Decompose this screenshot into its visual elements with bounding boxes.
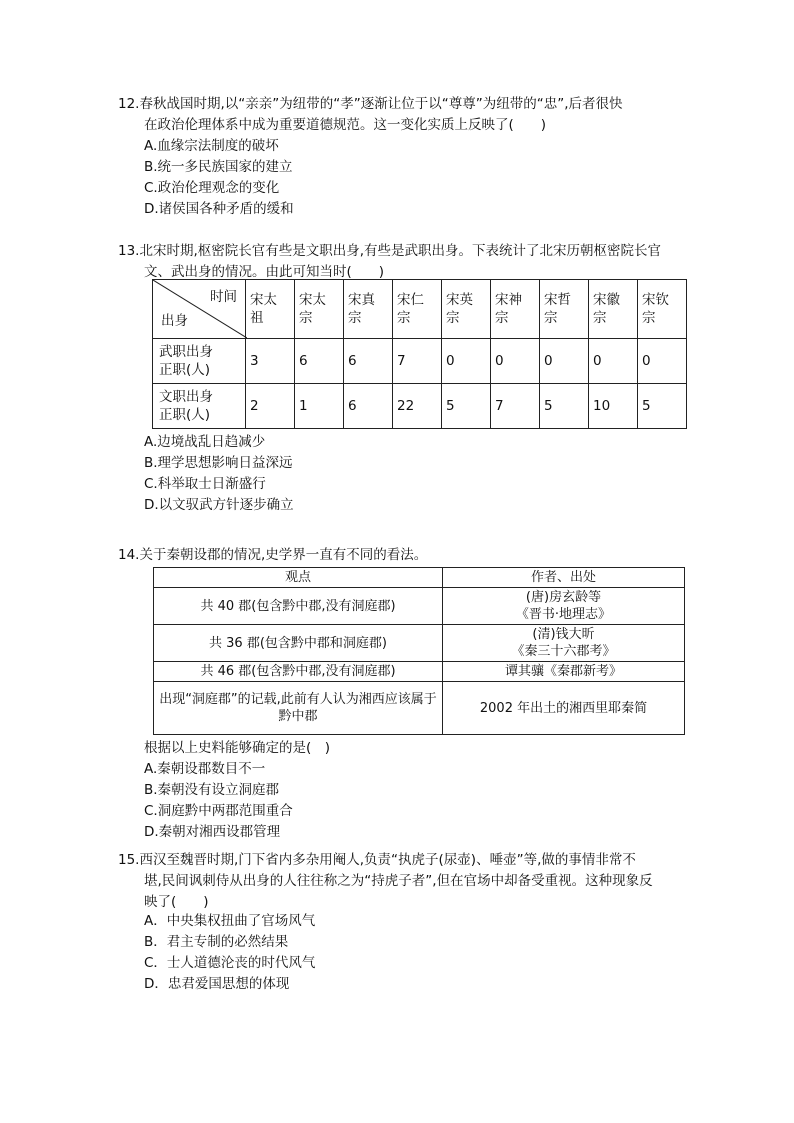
- q14-col-source: 作者、出处: [443, 568, 685, 588]
- q13-emperor-cell: 宋太 祖: [246, 280, 295, 339]
- q15-stem-line1: 15.西汉至魏晋时期,门下省内多杂用阉人,负责“执虎子(尿壶)、唾壶”等,做的事情非常不: [118, 852, 636, 868]
- q14-table-row: [154, 588, 685, 625]
- q13-table-corner-cell: [153, 280, 246, 339]
- q13-table-row-military: [153, 339, 687, 384]
- q14-col-view: 观点: [154, 568, 443, 588]
- q14-view-cell: 共 40 郡(包含黔中郡,没有洞庭郡): [154, 588, 443, 625]
- q13-cell: 5: [540, 384, 589, 429]
- q13-emperor-cell: 宋仁 宗: [393, 280, 442, 339]
- q12-stem-line1: 12.春秋战国时期,以“亲亲”为纽带的“孝”逐渐让位于以“尊尊”为纽带的“忠”,后者很快: [118, 96, 623, 112]
- q13-cell: 7: [393, 339, 442, 384]
- q13-table-header-row: [153, 280, 687, 339]
- q15-option-a: A．中央集权扭曲了官场风气: [144, 913, 316, 929]
- q13-option-c: C.科举取士日渐盛行: [144, 476, 266, 492]
- q14-view-cell: 共 46 郡(包含黔中郡,没有洞庭郡): [154, 662, 443, 682]
- q14-table: [153, 567, 685, 735]
- q14-source-cell: (清)钱大昕 《秦三十六郡考》: [443, 625, 685, 662]
- question-12: [118, 94, 703, 220]
- q13-cell: 1: [295, 384, 344, 429]
- q14-source-cell: 谭其骧《秦郡新考》: [443, 662, 685, 682]
- q14-option-c: C.洞庭黔中两郡范围重合: [144, 803, 293, 819]
- q12-option-d: D.诸侯国各种矛盾的缓和: [144, 201, 294, 217]
- q13-emperor-cell: 宋真 宗: [344, 280, 393, 339]
- q15-option-b: B．君主专制的必然结果: [144, 934, 289, 950]
- q13-cell: 22: [393, 384, 442, 429]
- q14-stem: 14.关于秦朝设郡的情况,史学界一直有不同的看法。: [118, 547, 428, 563]
- q13-row-label: 武职出身 正职(人): [153, 339, 246, 384]
- q14-view-cell: 共 36 郡(包含黔中郡和洞庭郡): [154, 625, 443, 662]
- q14-question: 根据以上史料能够确定的是( ): [144, 740, 331, 756]
- q13-emperor-cell: 宋钦 宗: [638, 280, 687, 339]
- q13-emperor-cell: 宋神 宗: [491, 280, 540, 339]
- q14-option-a: A.秦朝设郡数目不一: [144, 761, 266, 777]
- question-15: [118, 850, 703, 913]
- q13-cell: 7: [491, 384, 540, 429]
- q13-cell: 6: [344, 339, 393, 384]
- q13-stem-line1: 13.北宋时期,枢密院长官有些是文职出身,有些是武职出身。下表统计了北宋历朝枢密院长官: [118, 243, 662, 259]
- q14-source-cell: (唐)房玄龄等 《晋书·地理志》: [443, 588, 685, 625]
- q13-emperor-cell: 宋徽 宗: [589, 280, 638, 339]
- q12-option-b: B.统一多民族国家的建立: [144, 159, 293, 175]
- q13-emperor-cell: 宋太 宗: [295, 280, 344, 339]
- q13-cell: 10: [589, 384, 638, 429]
- q14-question-block: [144, 738, 330, 843]
- q14-table-row: [154, 625, 685, 662]
- q14-option-b: B.秦朝没有设立洞庭郡: [144, 782, 280, 798]
- q15-option-d: D．忠君爱国思想的体现: [144, 976, 290, 992]
- q13-header-origin: 出身: [161, 313, 188, 329]
- q13-cell: 0: [638, 339, 687, 384]
- q14-option-d: D.秦朝对湘西设郡管理: [144, 824, 281, 840]
- q13-cell: 0: [442, 339, 491, 384]
- q14-table-row: [154, 682, 685, 735]
- q13-table-row-civil: [153, 384, 687, 429]
- q13-cell: 5: [638, 384, 687, 429]
- q13-cell: 6: [344, 384, 393, 429]
- q13-option-a: A.边境战乱日趋减少: [144, 434, 266, 450]
- q12-stem-line2: 在政治伦理体系中成为重要道德规范。这一变化实质上反映了( ): [144, 117, 547, 133]
- q13-cell: 0: [491, 339, 540, 384]
- q12-option-a: A.血缘宗法制度的破坏: [144, 138, 279, 154]
- q13-emperor-cell: 宋哲 宗: [540, 280, 589, 339]
- q14-table-header: [154, 568, 685, 588]
- q12-option-c: C.政治伦理观念的变化: [144, 180, 280, 196]
- q13-cell: 3: [246, 339, 295, 384]
- q13-cell: 5: [442, 384, 491, 429]
- q13-cell: 6: [295, 339, 344, 384]
- q13-option-b: B.理学思想影响日益深远: [144, 455, 293, 471]
- q13-option-d: D.以文驭武方针逐步确立: [144, 497, 294, 513]
- q13-header-time: 时间: [210, 289, 237, 305]
- q13-emperor-cell: 宋英 宗: [442, 280, 491, 339]
- q14-view-cell: 出现“洞庭郡”的记载,此前有人认为湘西应该属于黔中郡: [154, 682, 443, 735]
- q13-cell: 0: [540, 339, 589, 384]
- q13-table: [152, 279, 687, 429]
- q13-row-label: 文职出身 正职(人): [153, 384, 246, 429]
- q13-cell: 2: [246, 384, 295, 429]
- q15-stem-line3: 映了( ): [144, 894, 209, 910]
- q15-options: [144, 911, 315, 995]
- question-13: [118, 241, 703, 283]
- question-14: [118, 545, 703, 566]
- q13-options: [144, 432, 294, 516]
- q13-stem-line2: 文、武出身的情况。由此可知当时( ): [144, 264, 385, 280]
- q14-source-cell: 2002 年出土的湘西里耶秦简: [443, 682, 685, 735]
- q15-stem-line2: 堪,民间讽刺侍从出身的人往往称之为“持虎子者”,但在官场中却备受重视。这种现象反: [144, 873, 653, 889]
- q15-option-c: C．士人道德沦丧的时代风气: [144, 955, 316, 971]
- q13-cell: 0: [589, 339, 638, 384]
- q14-table-row: [154, 662, 685, 682]
